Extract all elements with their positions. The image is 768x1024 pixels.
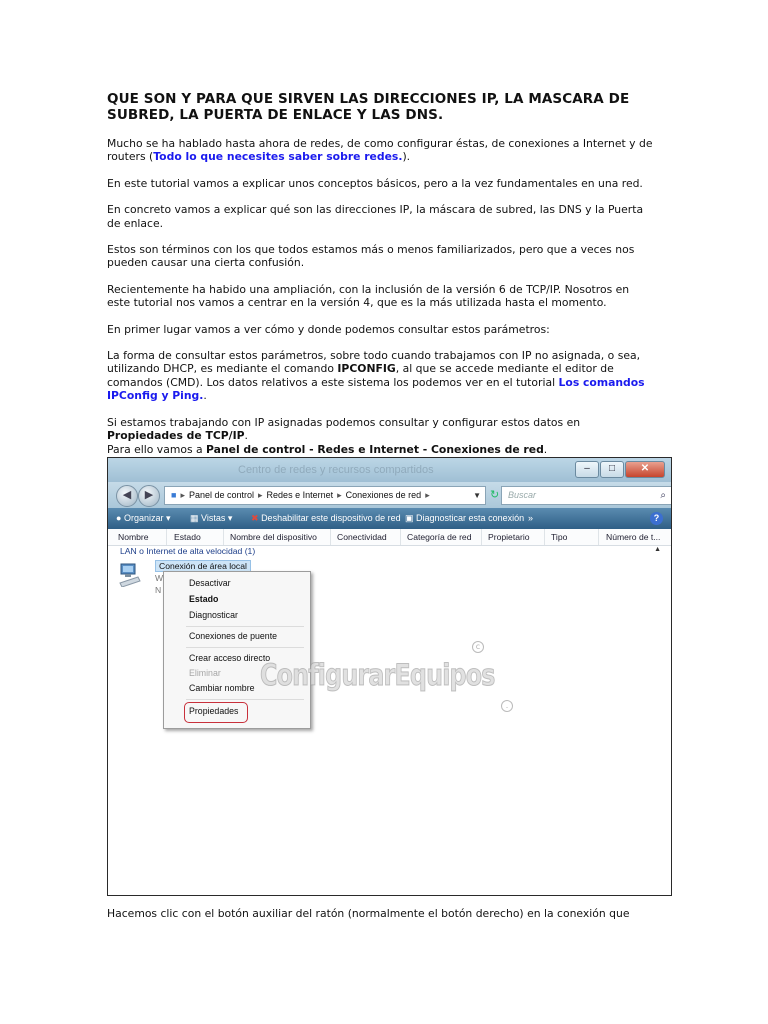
paragraph-text: , al que se accede mediante el editor de comandos (CMD). Los datos relativos a este sistema los podemos ver en el tutorial: [107, 362, 614, 389]
views-label: Vistas: [201, 513, 226, 523]
column-header[interactable]: Número de t...: [606, 532, 661, 542]
paragraph-text: Si estamos trabajando con IP asignadas podemos consultar y configurar estos datos en: [107, 415, 581, 429]
search-icon[interactable]: ⌕: [660, 490, 666, 501]
properties-highlight: [184, 702, 248, 723]
breadcrumb-item[interactable]: Panel de control: [188, 490, 255, 500]
paragraph-8: [107, 416, 655, 443]
paragraph-2: En este tutorial vamos a explicar unos conceptos básicos, pero a la vez fundamentales en una red.: [107, 176, 643, 190]
diagnose-label: Diagnosticar esta conexión: [416, 513, 525, 523]
diagnose-button[interactable]: [405, 508, 524, 529]
network-connections-screenshot: [107, 457, 672, 896]
watermark-mark: .: [501, 700, 513, 712]
menu-item-shortcut[interactable]: Crear acceso directo: [189, 653, 271, 663]
views-icon: ▦: [190, 513, 199, 523]
menu-item-rename[interactable]: Cambiar nombre: [189, 683, 255, 693]
paragraph-5: Recientemente ha habido una ampliación, con la inclusión de la versión 6 de TCP/IP. Nosotros en este tutorial nos vamos a centrar en la versión 4, que es la más utilizada hasta el momento.: [107, 282, 630, 310]
menu-divider: [186, 626, 304, 627]
column-header[interactable]: Nombre: [118, 532, 149, 542]
refresh-icon[interactable]: ↻: [490, 489, 500, 501]
window-title: Centro de redes y recursos compartidos: [238, 464, 434, 476]
column-headers: [108, 529, 671, 546]
menu-item-diagnose[interactable]: Diagnosticar: [189, 610, 238, 620]
close-button[interactable]: ✕: [625, 461, 665, 478]
connection-name[interactable]: Conexión de área local: [155, 560, 251, 572]
paragraph-7: [107, 349, 655, 403]
menu-divider: [186, 699, 304, 700]
paragraph-text: Mucho se ha hablado hasta ahora de redes, de como configurar éstas, de conexiones a Internet y de routers (: [107, 137, 653, 164]
minimize-button[interactable]: –: [575, 461, 599, 478]
paragraph-3: En concreto vamos a explicar qué son las direcciones IP, la máscara de subred, las DNS y la Puerta de enlace.: [107, 203, 644, 230]
organize-label: Organizar: [123, 513, 164, 523]
disable-label: Deshabilitar este dispositivo de red: [261, 513, 401, 523]
network-adapter-icon[interactable]: [118, 561, 144, 587]
column-header[interactable]: Categoría de red: [407, 532, 472, 542]
menu-divider: [186, 647, 304, 648]
connection-device: N: [155, 585, 162, 595]
connection-status: W: [155, 573, 164, 583]
back-icon[interactable]: ◀: [116, 485, 138, 507]
views-button[interactable]: ▦ Vistas ▾: [190, 513, 233, 523]
address-row: [108, 482, 671, 508]
bold-tcpip: Propiedades de TCP/IP: [107, 429, 245, 443]
disable-icon: ✖: [251, 513, 259, 523]
more-commands-button[interactable]: »: [528, 513, 534, 523]
breadcrumb-item[interactable]: Conexiones de red: [345, 490, 422, 500]
paragraph-9: [107, 443, 655, 456]
organize-icon: ●: [116, 513, 122, 523]
document-body: [107, 92, 655, 469]
help-icon[interactable]: ?: [650, 512, 663, 525]
column-header[interactable]: Conectividad: [337, 532, 387, 542]
search-input[interactable]: [501, 486, 672, 505]
paragraph-text: .: [543, 442, 548, 456]
group-header[interactable]: LAN o Internet de alta velocidad (1): [120, 546, 256, 556]
breadcrumb-item[interactable]: Redes e Internet: [266, 490, 334, 500]
bold-ipconfig: IPCONFIG: [337, 362, 396, 376]
forward-icon[interactable]: ▶: [138, 485, 160, 507]
organize-button[interactable]: ● Organizar ▾: [116, 513, 171, 523]
window-titlebar: [108, 458, 671, 482]
paragraph-text: .: [244, 429, 248, 443]
menu-item-deactivate[interactable]: Desactivar: [189, 578, 231, 588]
paragraph-6: En primer lugar vamos a ver cómo y donde podemos consultar estos parámetros:: [107, 322, 550, 336]
collapse-icon[interactable]: ▲: [654, 546, 661, 553]
paragraph-text: La forma de consultar estos parámetros, sobre todo cuando trabajamos con IP no asignada, o sea, utilizando DHCP, es mediante el comando: [107, 349, 641, 376]
bold-path: Panel de control - Redes e Internet - Conexiones de red: [206, 442, 544, 456]
command-toolbar: [108, 508, 671, 529]
window-controls: [575, 461, 665, 478]
column-header[interactable]: Tipo: [551, 532, 568, 542]
link-redes[interactable]: Todo lo que necesites saber sobre redes.: [153, 150, 403, 164]
maximize-button[interactable]: □: [600, 461, 624, 478]
paragraph-text: .: [203, 389, 207, 403]
menu-item-bridge[interactable]: Conexiones de puente: [189, 631, 278, 641]
paragraph-text: ).: [402, 150, 411, 164]
address-bar[interactable]: ■ ▸ Panel de control ▸ Redes e Internet ▸ Conexiones de red ▸ ▼: [164, 486, 486, 505]
page-title: QUE SON Y PARA QUE SIRVEN LAS DIRECCIONES IP, LA MASCARA DE SUBRED, LA PUERTA DE ENLACE Y LAS DNS.: [107, 91, 630, 123]
watermark-logo: ConfigurarEquipos: [260, 658, 495, 692]
disable-device-button[interactable]: [251, 508, 401, 529]
menu-item-properties[interactable]: Propiedades: [189, 706, 239, 716]
column-header[interactable]: Nombre del dispositivo: [230, 532, 317, 542]
caption-paragraph: Hacemos clic con el botón auxiliar del ratón (normalmente el botón derecho) en la conexión que: [107, 907, 630, 920]
column-header[interactable]: Estado: [174, 532, 201, 542]
paragraph-4: Estos son términos con los que todos estamos más o menos familiarizados, pero que a veces nos pueden causar una cierta confusión.: [107, 243, 635, 270]
folder-icon: ■: [171, 490, 177, 500]
menu-item-delete: Eliminar: [189, 668, 221, 678]
paragraph-intro: [107, 137, 655, 164]
column-header[interactable]: Propietario: [488, 532, 530, 542]
diagnose-icon: ▣: [405, 513, 414, 523]
watermark-mark: c: [472, 641, 484, 653]
link-ipconfig-ping[interactable]: Los comandos IPConfig y Ping.: [107, 375, 645, 403]
menu-item-status[interactable]: Estado: [189, 594, 219, 604]
paragraph-text: Para ello vamos a: [107, 442, 207, 456]
chevron-down-icon[interactable]: ▼: [473, 491, 481, 500]
context-menu: [163, 571, 311, 729]
search-placeholder: Buscar: [508, 490, 537, 500]
